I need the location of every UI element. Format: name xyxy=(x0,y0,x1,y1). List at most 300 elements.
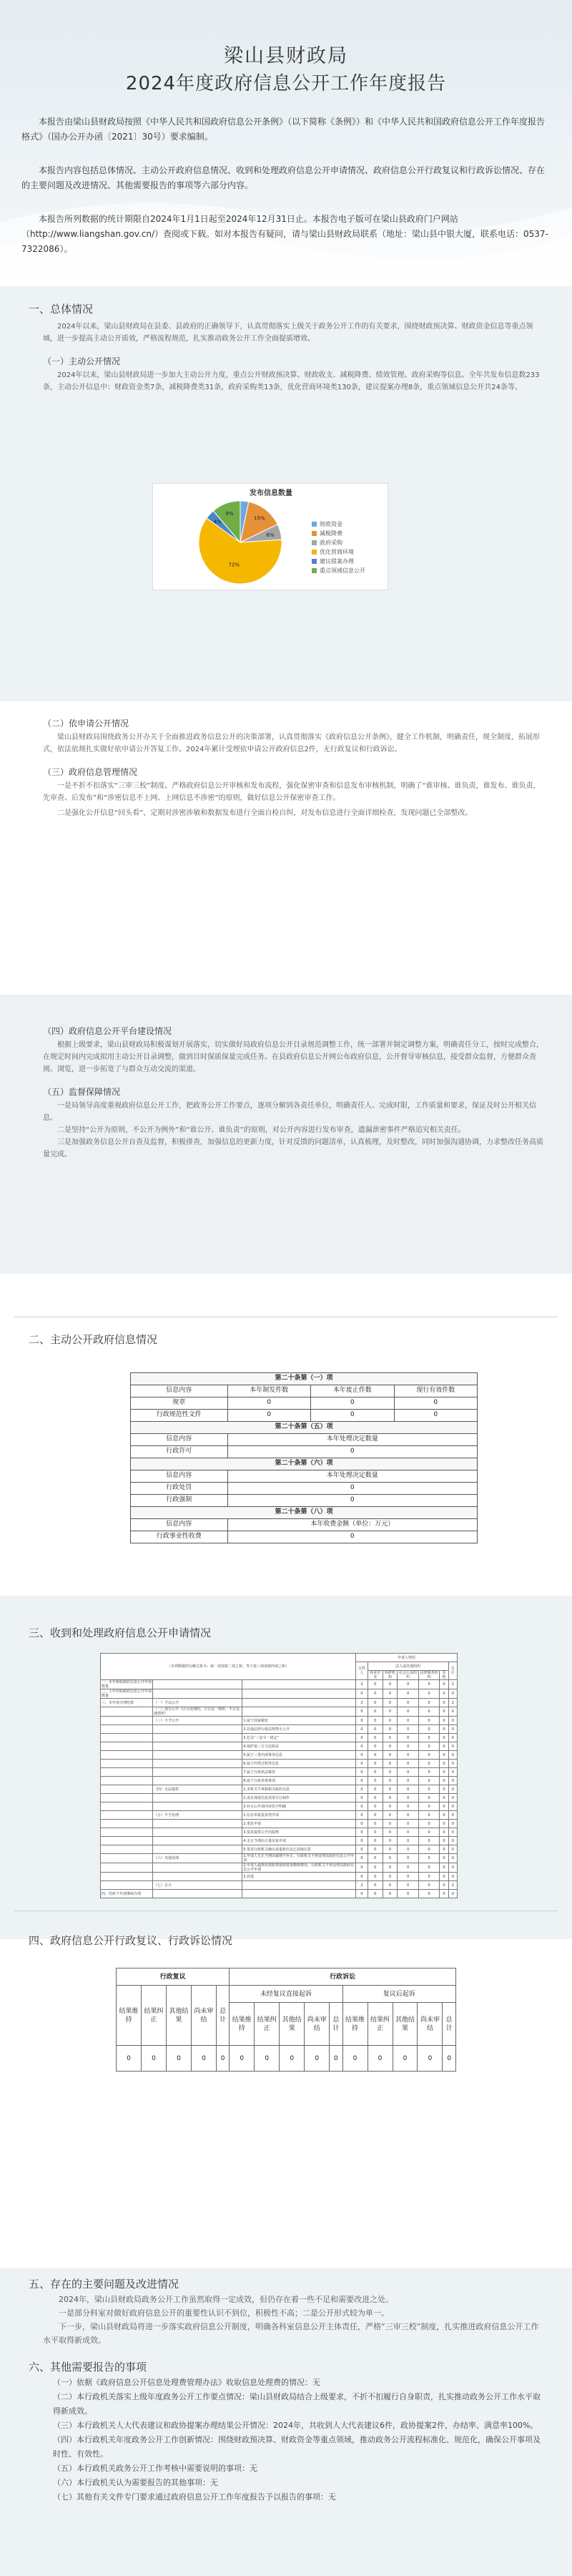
table-row xyxy=(101,1854,458,1863)
table-cell: 0 xyxy=(356,1802,368,1811)
row-label: 2.申请人逾期未按收费通知要求缴纳费用、行政机关不再处理其政府信息公开申请 xyxy=(242,1863,356,1873)
list-item: （一）依据《政府信息公开信息处理费管理办法》收取信息处理费的情况：无 xyxy=(53,2378,320,2387)
row-label xyxy=(101,1777,153,1785)
table-cell: 0 xyxy=(383,1785,398,1794)
table-row xyxy=(101,1802,458,1811)
row-label xyxy=(101,1845,153,1854)
table-cell: 0 xyxy=(356,1742,368,1751)
section-title: 五、存在的主要问题及改进情况 xyxy=(29,2278,179,2290)
row-label: 2.其他法律行政法规禁止公开 xyxy=(242,1725,356,1734)
row-label xyxy=(101,1854,153,1863)
table-cell: 0 xyxy=(383,1751,398,1760)
page-title xyxy=(0,43,572,97)
table-cell: 2 xyxy=(448,1699,457,1707)
row-label xyxy=(101,1751,153,1760)
table-cell: 0 xyxy=(398,1837,418,1845)
table-cell: 0 xyxy=(418,1734,439,1742)
table-cell: 0 xyxy=(383,1837,398,1845)
row-label xyxy=(101,1725,153,1734)
table-cell: 0 xyxy=(398,1863,418,1873)
table-row xyxy=(101,1707,458,1717)
section-platform xyxy=(29,1023,543,1161)
list-item: （四）本行政机关年度政务公开工作创新情况：围绕财政预决算、财政资金等重点领域，推动政务公开流程标准化、规范化，确保公开事项及时性、有效性。 xyxy=(53,2435,541,2459)
table-cell: 0 xyxy=(448,1768,457,1777)
table-cell: 0 xyxy=(356,1734,368,1742)
table-cell: 0 xyxy=(383,1794,398,1802)
table-cell: 0 xyxy=(383,1725,398,1734)
table-cell: 0 xyxy=(440,1777,448,1785)
table-row xyxy=(101,1811,458,1820)
table-cell: 0 xyxy=(418,1845,439,1854)
management-paragraph-1: 一是不折不扣落实“三审三校”制度。严格政府信息公开审核和发布流程，强化保密审查和信息发布审核机制，明确了“谁审核、谁负责，谁发布、谁负责，先审查、后发布”和“涉密信息不上网、上网信息不涉密”的原则，做好信息公开保密审查工作。 xyxy=(43,782,541,802)
table-cell: 0 xyxy=(440,1725,448,1734)
review-litigation-table: 行政复议 行政诉讼 结果维持 结果纠正 其他结果 尚未审结 总计 未经复议直接起诉 复议后起诉 结果维持 结果纠正 其他结果 尚未审结 总计 结果维持 结果纠正 其他结果 尚未审结 总计 0 0 0 0 0 0 0 0 0 0 0 0 0 0 0 xyxy=(116,1968,456,2072)
table-row xyxy=(101,1837,458,1845)
table-cell: 0 xyxy=(356,1811,368,1820)
table-cell: 0 xyxy=(356,1828,368,1837)
table-cell: 0 xyxy=(448,1717,457,1725)
table-cell: 0 xyxy=(440,1837,448,1845)
table-cell: 0 xyxy=(440,1873,448,1881)
table-cell: 2 xyxy=(356,1881,368,1890)
table-row xyxy=(101,1751,458,1760)
row-label xyxy=(101,1811,153,1820)
row-label: 5.要求行政机关确认或重新出具已获取信息 xyxy=(242,1845,356,1854)
table-cell: 0 xyxy=(398,1680,418,1689)
table-cell: 0 xyxy=(356,1689,368,1699)
table-row xyxy=(101,1794,458,1802)
table-row xyxy=(101,1845,458,1854)
table-cell: 0 xyxy=(440,1689,448,1699)
table-cell: 0 xyxy=(418,1785,439,1794)
row-label xyxy=(153,1890,242,1898)
title-line-2: 2024年度政府信息公开工作年度报告 xyxy=(125,73,447,94)
row-label xyxy=(153,1742,242,1751)
table-cell: 0 xyxy=(448,1707,457,1717)
table-cell: 0 xyxy=(398,1760,418,1768)
section-apply xyxy=(29,716,543,819)
table-row xyxy=(101,1717,458,1725)
pie-label-2: 6% xyxy=(266,532,275,538)
table-cell: 0 xyxy=(356,1890,368,1898)
table-cell: 0 xyxy=(398,1742,418,1751)
table-cell: 0 xyxy=(368,1734,383,1742)
table-cell: 0 xyxy=(368,1785,383,1794)
table-cell: 0 xyxy=(448,1742,457,1751)
section-problems xyxy=(29,2275,543,2504)
table-cell: 0 xyxy=(418,1794,439,1802)
intro-paragraph-2: 本报告内容包括总体情况、主动公开政府信息情况、收到和处理政府信息公开申请情况、政府信息公开行政复议和行政诉讼情况、存在的主要问题及改进情况、其他需要报告的事项等六部分内容。 xyxy=(21,165,546,190)
natural-person-header: 自然人 xyxy=(356,1662,368,1680)
table-cell: 0 xyxy=(383,1699,398,1707)
table-cell: 0 xyxy=(383,1717,398,1725)
legend-item: 减税降费 xyxy=(312,529,365,538)
row-label xyxy=(101,1881,153,1890)
table-cell: 0 xyxy=(448,1725,457,1734)
row-label xyxy=(153,1837,242,1845)
platform-paragraph: 根据上级要求，梁山县财政局积极谋划开展落实，切实做好局政府信息公开目录规范调整工作，统一部署并制定调整方案，明确责任分工，按时完成整合，在规定时间内完成拟用主动公开目录调整，做到目时保质保量完成任务。在县政府信息公开网公布政府信息，公开督导审核信息，接受群众监督，方便群众查阅、浏览，进一步拓宽了与群众互动交流的渠道。 xyxy=(43,1041,543,1073)
table-cell: 0 xyxy=(356,1785,368,1794)
table-cell: 0 xyxy=(418,1820,439,1828)
list-item: （七）其他有关文件专门要求通过政府信息公开工作年度报告予以报告的事项：无 xyxy=(53,2492,336,2502)
subsection-title: （四）政府信息公开平台建设情况 xyxy=(43,1026,172,1036)
review-header: 行政复议 xyxy=(117,1968,230,1986)
section-active-disclosure xyxy=(29,1331,543,1348)
table-row xyxy=(101,1680,458,1689)
table-cell: 0 xyxy=(440,1742,448,1751)
table-cell: 0 xyxy=(440,1854,448,1863)
table-cell: 0 xyxy=(368,1794,383,1802)
table-cell: 0 xyxy=(356,1760,368,1768)
table-cell: 0 xyxy=(418,1802,439,1811)
table-cell: 0 xyxy=(448,1845,457,1854)
list-item: （三）本行政机关人大代表建议和政协提案办理结果公开情况：2024年，共收到人大代表建议6件，政协提案2件，办结率、满意率100%。 xyxy=(53,2421,538,2430)
legend-item: 优化营商环境 xyxy=(312,547,365,557)
row-label xyxy=(153,1863,242,1873)
row-label xyxy=(153,1689,242,1699)
table-cell: 0 xyxy=(398,1873,418,1881)
row-label xyxy=(153,1760,242,1768)
table-cell: 0 xyxy=(398,1699,418,1707)
table-cell: 0 xyxy=(418,1768,439,1777)
row-label xyxy=(153,1873,242,1881)
table-cell: 0 xyxy=(440,1751,448,1760)
subsection-title: （二）依申请公开情况 xyxy=(43,718,129,728)
row-label: 5.属于三类内部事务信息 xyxy=(242,1751,356,1760)
table-cell: 0 xyxy=(356,1707,368,1717)
table-cell: 0 xyxy=(383,1734,398,1742)
table-cell: 0 xyxy=(448,1890,457,1898)
table-cell: 0 xyxy=(448,1777,457,1785)
row-label: 8.属于行政查询事项 xyxy=(242,1777,356,1785)
section-title: 六、其他需要报告的事项 xyxy=(29,2361,147,2373)
applicant-header: 申请人情况 xyxy=(356,1654,458,1662)
row-label xyxy=(153,1680,242,1689)
table-cell: 0 xyxy=(368,1863,383,1873)
table-row xyxy=(101,1863,458,1873)
table-cell: 0 xyxy=(356,1751,368,1760)
table-cell: 0 xyxy=(440,1802,448,1811)
row-label xyxy=(242,1881,356,1890)
table-cell: 0 xyxy=(440,1820,448,1828)
table-row xyxy=(101,1725,458,1734)
table-corner-note: （本列数据的勾稽关系为：第一项加第二项之和，等于第三项加第四项之和） xyxy=(101,1654,356,1680)
row-label: 4.保护第三方合法权益 xyxy=(242,1742,356,1751)
subsection-title: （三）政府信息管理情况 xyxy=(43,767,138,777)
table-cell: 0 xyxy=(383,1768,398,1777)
row-label xyxy=(153,1768,242,1777)
table-cell: 0 xyxy=(418,1742,439,1751)
row-label: （六）其他处理 xyxy=(153,1854,242,1863)
table-cell: 0 xyxy=(418,1863,439,1873)
section-title: 一、总体情况 xyxy=(29,303,94,316)
table-cell: 0 xyxy=(356,1820,368,1828)
table-cell: 0 xyxy=(356,1768,368,1777)
table-cell: 0 xyxy=(383,1742,398,1751)
pie-label-3: 72% xyxy=(228,562,240,568)
table-cell: 0 xyxy=(368,1680,383,1689)
title-line-1: 梁山县财政局 xyxy=(224,45,348,67)
table-cell: 0 xyxy=(448,1794,457,1802)
table-cell: 0 xyxy=(418,1680,439,1689)
row-label xyxy=(101,1768,153,1777)
table-cell: 0 xyxy=(440,1760,448,1768)
table-cell: 0 xyxy=(368,1820,383,1828)
active-disclosure-table: 第二十条第（一）项 信息内容 本年制发件数 本年废止件数 现行有效件数 规章 0 0 0 行政规范性文件 0 0 0 第二十条第（五）项 信息内容 本年处理决定数量 行政许可 0 第二十条第（六）项 信息内容 本年处理决定数量 行政处罚 0 行政强制 0 第二十条第（八）项 信息内容 本年收费金额（单位：万元） 行政事业性收费 0 xyxy=(130,1372,478,1543)
table-cell: 0 xyxy=(356,1845,368,1854)
row-label xyxy=(153,1845,242,1854)
row-label: （四）无法提供 xyxy=(153,1785,242,1794)
table-cell: 0 xyxy=(383,1854,398,1863)
table-cell: 0 xyxy=(440,1699,448,1707)
table-row xyxy=(101,1873,458,1881)
table-row: 0 0 0 0 0 0 0 0 0 0 0 0 0 0 0 xyxy=(117,2046,456,2072)
row-label: 1.属于国家秘密 xyxy=(242,1717,356,1725)
supervision-paragraph-3: 三是加强政务信息公开自查及监督，积极排查，加强信息的更新力度，针对反馈的问题清单，认真梳理，及时整改，同时加强沟通协调，力求整改任务高质量完成。 xyxy=(43,1138,543,1158)
list-item: （六）本行政机关认为需要报告的其他事项：无 xyxy=(53,2478,218,2487)
table-row xyxy=(101,1820,458,1828)
table-cell: 0 xyxy=(448,1820,457,1828)
row-label xyxy=(101,1794,153,1802)
row-label: 三、本年度办理结果 xyxy=(101,1699,153,1707)
table-cell: 0 xyxy=(368,1873,383,1881)
subsection-title: （一）主动公开情况 xyxy=(43,356,121,366)
row-label xyxy=(101,1760,153,1768)
table-cell: 0 xyxy=(418,1689,439,1699)
row-label: 3.补正后申请内容仍不明确 xyxy=(242,1802,356,1811)
row-label: 2.没有现成信息需要另行制作 xyxy=(242,1794,356,1802)
table-cell: 0 xyxy=(383,1680,398,1689)
row-label xyxy=(101,1820,153,1828)
table-row xyxy=(101,1742,458,1751)
row-label xyxy=(101,1863,153,1873)
table-cell: 0 xyxy=(448,1751,457,1760)
total-header: 总计 xyxy=(448,1662,457,1680)
legend-item: 政府采购 xyxy=(312,538,365,547)
row-label xyxy=(101,1717,153,1725)
table-cell: 0 xyxy=(440,1707,448,1717)
row-label: 1.申请人无正当理由逾期不补正、行政机关不再处理其政府信息公开申请 xyxy=(242,1854,356,1863)
row-label xyxy=(101,1707,153,1717)
table-cell: 0 xyxy=(398,1777,418,1785)
legend-item: 财政资金 xyxy=(312,519,365,529)
table-cell: 2 xyxy=(448,1881,457,1890)
table-cell: 0 xyxy=(368,1725,383,1734)
list-item: （五）本行政机关政务公开工作考核中需要说明的事项：无 xyxy=(53,2464,257,2473)
table-cell: 0 xyxy=(398,1751,418,1760)
table-cell: 0 xyxy=(383,1689,398,1699)
table-cell: 0 xyxy=(356,1854,368,1863)
table-cell: 0 xyxy=(398,1820,418,1828)
table-cell: 0 xyxy=(448,1785,457,1794)
row-label: 1.信访举报投诉类申请 xyxy=(242,1811,356,1820)
table-cell: 0 xyxy=(368,1837,383,1845)
table-row xyxy=(101,1760,458,1768)
table-cell: 0 xyxy=(440,1794,448,1802)
table-cell: 0 xyxy=(368,1742,383,1751)
table-cell: 0 xyxy=(448,1854,457,1863)
row-label: 四、结转下年度继续办理 xyxy=(101,1890,153,1898)
table-row xyxy=(101,1689,458,1699)
table-cell: 0 xyxy=(356,1717,368,1725)
row-label: （五）不予处理 xyxy=(153,1811,242,1820)
table-cell: 0 xyxy=(368,1768,383,1777)
table-cell: 0 xyxy=(440,1863,448,1873)
table-row xyxy=(101,1699,458,1707)
row-label xyxy=(242,1890,356,1898)
table-cell: 0 xyxy=(448,1863,457,1873)
table-cell: 0 xyxy=(368,1751,383,1760)
supervision-paragraph-1: 一是局领导高度重视政府信息公开工作，把政务公开工作要点，逐项分解到各责任单位，明确责任人、完成时限，工作质量和要求，保证及时公开相关信息。 xyxy=(43,1102,536,1122)
table-row xyxy=(101,1890,458,1898)
table-cell: 0 xyxy=(368,1890,383,1898)
table-cell: 0 xyxy=(398,1725,418,1734)
pie-label-4: 4% xyxy=(213,519,222,525)
table-row xyxy=(101,1777,458,1785)
table-cell: 0 xyxy=(368,1760,383,1768)
row-label: 二、上年结转政府信息公开申请数量 xyxy=(102,1689,152,1698)
table-cell: 0 xyxy=(448,1837,457,1845)
table-cell: 0 xyxy=(368,1717,383,1725)
row-label: 3.要求提供公开出版物 xyxy=(242,1828,356,1837)
row-label xyxy=(242,1689,356,1699)
table-cell: 0 xyxy=(418,1751,439,1760)
intro-paragraph-1: 本报告由梁山县财政局按照《中华人民共和国政府信息公开条例》（以下简称《条例》）和《中华人民共和国政府信息公开工作年度报告格式》（国办公开办函〔2021〕30号）要求编制。 xyxy=(21,117,546,142)
active-disclosure-paragraph: 2024年以来，梁山县财政局进一步加大主动公开力度，重点公开财政预决算、财政收支、减税降费、绩效管理、政府采购等信息。全年共发布信息数233条，主动公开信息中：财政资金类7条，减税降费类31条，政府采购类13条，优化营商环境类130条，建议提案办理8条，重点领域信息公开共24条等。 xyxy=(43,371,540,391)
table-cell: 0 xyxy=(383,1811,398,1820)
table-cell: 0 xyxy=(440,1768,448,1777)
table-cell: 0 xyxy=(398,1828,418,1837)
table-cell: 0 xyxy=(418,1725,439,1734)
pie-label-1: 15% xyxy=(254,515,265,522)
legal-person-header: 法人或其他组织 xyxy=(368,1662,448,1671)
table-cell: 0 xyxy=(368,1881,383,1890)
table-cell: 0 xyxy=(383,1820,398,1828)
row-label: （三）不予公开 xyxy=(153,1717,242,1725)
row-label xyxy=(101,1837,153,1845)
chart-legend xyxy=(312,519,365,575)
table-cell: 0 xyxy=(448,1802,457,1811)
pie-label-5: 9% xyxy=(225,511,234,517)
row-label xyxy=(242,1680,356,1689)
legend-item: 建议提案办理 xyxy=(312,557,365,566)
row-label xyxy=(153,1725,242,1734)
row-label xyxy=(101,1828,153,1837)
table-cell: 0 xyxy=(418,1777,439,1785)
row-label xyxy=(101,1802,153,1811)
row-label xyxy=(101,1742,153,1751)
row-label: 一、本年新收政府信息公开申请数量 xyxy=(102,1680,152,1689)
table-cell: 0 xyxy=(398,1890,418,1898)
table-row xyxy=(101,1828,458,1837)
table-cell: 0 xyxy=(368,1802,383,1811)
problems-paragraph-2: 一是部分科室对做好政府信息公开的重要性认识不到位，积极性不高；二是公开形式较为单一。 xyxy=(59,2308,389,2318)
row-label xyxy=(101,1734,153,1742)
table-cell: 0 xyxy=(448,1734,457,1742)
row-label: （一）予以公开 xyxy=(153,1699,242,1707)
table-cell: 0 xyxy=(418,1881,439,1890)
row-label: （二）部分公开（区分处理的，只计这一情形，不计其他情形） xyxy=(153,1707,242,1717)
table-cell: 0 xyxy=(356,1837,368,1845)
table-cell: 0 xyxy=(383,1863,398,1873)
apply-paragraph: 梁山县财政局围绕政务公开办关于全面推进政务信息公开的决策部署，认真贯彻落实《政府信息公开条例》，健全工作机制，明确责任，规全制度，拓展形式，依法依规扎实做好依申请公开答复工作。2024年累计受理依申请公开政府信息2件，无行政复议和行政诉讼。 xyxy=(43,733,540,753)
row-label: 6.属于四类过程性信息 xyxy=(242,1760,356,1768)
table-cell: 0 xyxy=(418,1717,439,1725)
table-cell: 0 xyxy=(398,1785,418,1794)
table-cell: 0 xyxy=(398,1689,418,1699)
table-cell: 0 xyxy=(398,1881,418,1890)
section-title: 三、收到和处理政府信息公开申请情况 xyxy=(29,1626,212,1639)
table-cell: 0 xyxy=(418,1854,439,1863)
table-cell: 0 xyxy=(356,1725,368,1734)
table-cell: 0 xyxy=(368,1699,383,1707)
table-cell: 2 xyxy=(356,1699,368,1707)
table-row xyxy=(101,1734,458,1742)
section-title: 二、主动公开政府信息情况 xyxy=(29,1333,158,1346)
table-cell: 0 xyxy=(440,1845,448,1854)
row-label xyxy=(242,1707,356,1717)
pie-chart-card xyxy=(152,483,388,590)
legend-item: 重点领域信息公开 xyxy=(312,566,365,575)
table-cell: 0 xyxy=(398,1717,418,1725)
row-label xyxy=(153,1751,242,1760)
row-label: （七）总计 xyxy=(153,1881,242,1890)
table-cell: 0 xyxy=(356,1777,368,1785)
row-label xyxy=(153,1734,242,1742)
table-cell: 0 xyxy=(383,1802,398,1811)
table-cell: 0 xyxy=(440,1890,448,1898)
table-cell: 0 xyxy=(398,1707,418,1717)
table-cell: 0 xyxy=(440,1734,448,1742)
problems-paragraph-1: 2024年，梁山县财政局政务公开工作虽然取得一定成效，但仍存在着一些不足和需要改进之处。 xyxy=(59,2295,393,2304)
table-cell: 0 xyxy=(383,1881,398,1890)
row-label xyxy=(153,1794,242,1802)
row-label xyxy=(101,1873,153,1881)
supervision-paragraph-2: 二是坚持“公开为原则，不公开为例外”和“谁公开、谁负责”的原则，对公开内容进行发布审查，遗漏泄密事件严格追究相关责任。 xyxy=(57,1126,465,1134)
intro-paragraph-3: 本报告所列数据的统计期限自2024年1月1日起至2024年12月31日止。本报告电子版可在梁山县政府门户网站（http://www.liangshan.gov.cn/）查阅或下载。如对本报告有疑问，请与梁山县财政局联系（地址：梁山县中银大厦，联系电话：0537-7322086）。 xyxy=(21,214,548,254)
applications-table: （本列数据的勾稽关系为：第一项加第二项之和，等于第三项加第四项之和） 申请人情况 自然人 法人或其他组织 总计 商业企业 科研机构 社会公益组织 法律服务机构 其他 一、本年新收政府信息公开申请数量 2 0 0 0 0 0 2 二、上年结转政府信息公开申请数量 0 0 0 0 0 0 0 三、本年度办理结果 （一）予以公开 2 0 0 0 0 0 2 （二）部分公开（区分处理的，只计这一情形，不计其他情形） 0 0 0 0 0 0 0 （三）不予公开 1.属于国家秘密 0 0 0 0 0 0 0 2.其他法律行政法规禁止公开 0 0 0 0 0 0 0 3.危及“三安全一稳定” 0 0 0 0 0 0 0 4.保护第三方合法权益 0 0 0 0 0 0 0 5.属于三类内部事务信息 0 0 0 0 0 0 0 6.属于四类过程性信息 0 0 0 0 0 0 0 7.属于行政执法案卷 0 0 0 0 0 0 0 8.属于行政查询事项 0 0 0 0 0 0 0 （四）无法提供 1.本机关不掌握相关政府信息 0 0 0 0 0 0 0 2.没有现成信息需要另行制作 0 0 0 0 0 0 0 3.补正后申请内容仍不明确 0 0 0 0 0 0 0 （五）不予处理 1.信访举报投诉类申请 0 0 0 0 0 0 0 2.重复申请 0 0 0 0 0 0 0 3.要求提供公开出版物 0 0 0 0 0 0 0 4.无正当理由大量反复申请 0 0 0 0 0 0 0 5.要求行政机关确认或重新出具已获取信息 0 0 0 0 0 0 0 （六）其他处理 1.申请人无正当理由逾期不补正、行政机关不再处理其政府信息公开申请 0 0 0 0 0 0 0 2.申请人逾期未按收费通知要求缴纳费用、行政机关不再处理其政府信息公开申请 0 0 0 0 0 0 0 3.其他 0 0 0 0 0 0 0 （七）总计 2 0 0 0 0 0 2 四、结转下年度继续办理 0 0 0 0 0 0 0 xyxy=(100,1653,458,1898)
table-cell: 0 xyxy=(368,1689,383,1699)
row-label: 3.危及“三安全一稳定” xyxy=(242,1734,356,1742)
table-cell: 0 xyxy=(440,1680,448,1689)
table-cell: 0 xyxy=(383,1707,398,1717)
table-cell: 0 xyxy=(448,1760,457,1768)
row-label: 4.无正当理由大量反复申请 xyxy=(242,1837,356,1845)
table-cell: 2 xyxy=(356,1680,368,1689)
table-cell: 0 xyxy=(418,1828,439,1837)
table-cell: 0 xyxy=(418,1873,439,1881)
table-cell: 0 xyxy=(368,1828,383,1837)
table-cell: 0 xyxy=(398,1811,418,1820)
subsection-title: （五）监督保障情况 xyxy=(43,1087,121,1097)
table-cell: 0 xyxy=(448,1828,457,1837)
table-row xyxy=(101,1785,458,1794)
row-label: 7.属于行政执法案卷 xyxy=(242,1768,356,1777)
table-cell: 0 xyxy=(398,1854,418,1863)
table-cell: 0 xyxy=(398,1845,418,1854)
table-cell: 0 xyxy=(418,1707,439,1717)
table-cell: 0 xyxy=(418,1699,439,1707)
table-row-header: 第二十条第（一）项 xyxy=(131,1373,478,1385)
litigation-header: 行政诉讼 xyxy=(230,1968,456,1986)
table-cell: 0 xyxy=(440,1811,448,1820)
row-label xyxy=(153,1820,242,1828)
table-row xyxy=(101,1768,458,1777)
table-cell: 2 xyxy=(448,1680,457,1689)
row-label: 2.重复申请 xyxy=(242,1820,356,1828)
overall-paragraph: 2024年以来，梁山县财政局在县委、县政府的正确领导下，认真贯彻落实上级关于政务公开工作的有关要求，围绕财政预决算、财政资金信息等重点领域，进一步提高主动公开质效，严格流程规范，扎实推动政务公开工作全面提质增效。 xyxy=(43,323,533,343)
table-cell: 0 xyxy=(440,1881,448,1890)
